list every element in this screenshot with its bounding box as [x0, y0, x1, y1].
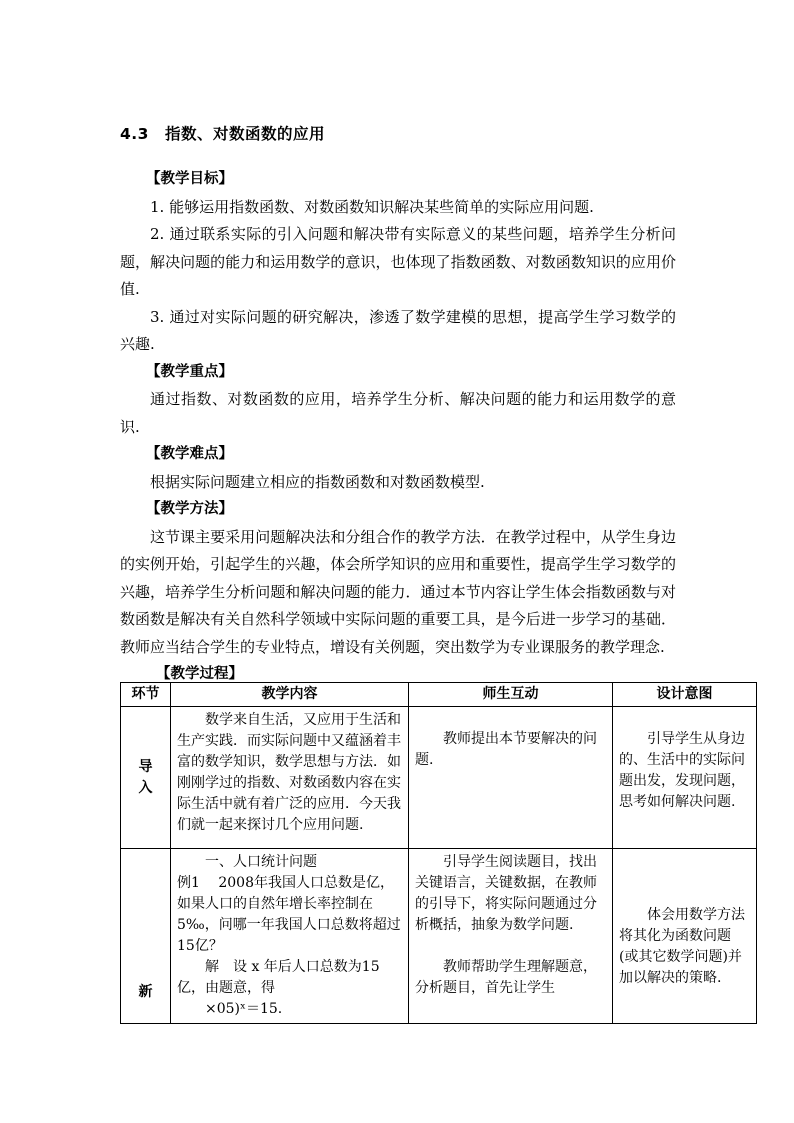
segment-cell [121, 849, 171, 1024]
interaction-cell [409, 707, 613, 849]
methods-heading: 【教学方法】 [146, 501, 233, 517]
interaction-text: 教师提出本节要解决的问题. [415, 731, 597, 768]
process-heading: 【教学过程】 [156, 666, 243, 682]
key-points-text: 通过指数、对数函数的应用，培养学生分析、解决问题的能力和运用数学的意识. [120, 390, 676, 436]
col-header-intent: 设计意图 [613, 683, 757, 707]
methods-text: 这节课主要采用问题解决法和分组合作的教学方法．在教学过程中，从学生身边的实例开始，引起学生的兴趣，体会所学知识的应用和重要性，提高学生学习数学的兴趣，培养学生分析问题和解决问题的能力．通过本节内容让学生体会指数函数与对数函数是解决有关自然科学领域中实际问题的重要工具，是今后进一步学习的基础．教师应当结合学生的专业特点，增设有关例题，突出数学为专业课服务的教学理念. [120, 527, 676, 656]
goal-item-2: 2. 通过联系实际的引入问题和解决带有实际意义的某些问题，培养学生分析问题，解决问题的能力和运用数学的意识，也体现了指数函数、对数函数知识的应用价值. [120, 225, 676, 298]
equation-text: ×05)ˣ＝15. [205, 1001, 283, 1017]
goals-heading: 【教学目标】 [146, 171, 233, 187]
segment-label: 新 [138, 984, 153, 1000]
intent-cell [613, 849, 757, 1024]
example-text: 例1 2008年我国人口总数是亿，如果人口的自然年增长率控制在5‰，问哪一年我国人口总数将超过15亿？ [177, 875, 401, 954]
col-header-segment: 环节 [121, 683, 171, 707]
intent-cell [613, 707, 757, 849]
content-text: 数学来自生活，又应用于生活和生产实践．而实际问题中又蕴涵着丰富的数学知识，数学思想与方法．如刚刚学过的指数、对数函数内容在实际生活中就有着广泛的应用．今天我们就一起来探讨几个应用问题. [177, 712, 401, 833]
segment-cell [121, 707, 171, 849]
interaction-cell [409, 849, 613, 1024]
key-points-heading: 【教学重点】 [146, 363, 233, 380]
content-cell [171, 849, 409, 1024]
content-subheading: 一、人口统计问题 [205, 854, 317, 870]
goal-item-1: 1. 能够运用指数函数、对数函数知识解决某些简单的实际应用问题. [150, 197, 594, 216]
col-header-interaction: 师生互动 [409, 683, 613, 707]
intent-text: 体会用数学方法将其化为函数问题(或其它数学问题)并加以解决的策略. [619, 907, 745, 986]
goal-item-3: 3. 通过对实际问题的研究解决，渗透了数学建模的思想，提高学生学习数学的兴趣. [120, 307, 676, 353]
content-cell [171, 707, 409, 849]
segment-label: 导 入 [138, 758, 153, 796]
solution-text: 解 设 x 年后人口总数为15亿，由题意，得 [177, 959, 380, 996]
table-row [121, 849, 757, 1024]
difficulties-heading: 【教学难点】 [146, 446, 233, 462]
difficulties-text: 根据实际问题建立相应的指数函数和对数函数模型. [150, 472, 485, 491]
page-title: 4.3 指数、对数函数的应用 [120, 125, 325, 143]
table-header-row [121, 683, 757, 707]
table-row [121, 707, 757, 849]
interaction-text: 教师帮助学生理解题意，分析题目，首先让学生 [415, 959, 597, 996]
interaction-text: 引导学生阅读题目，找出关键语言，关键数据，在教师的引导下，将实际问题通过分析概括，抽象为数学问题. [415, 854, 597, 933]
col-header-content: 教学内容 [171, 683, 409, 707]
intent-text: 引导学生从身边的、生活中的实际问题出发，发现问题，思考如何解决问题. [619, 731, 745, 810]
lesson-body [120, 166, 676, 661]
process-table [120, 682, 757, 1024]
